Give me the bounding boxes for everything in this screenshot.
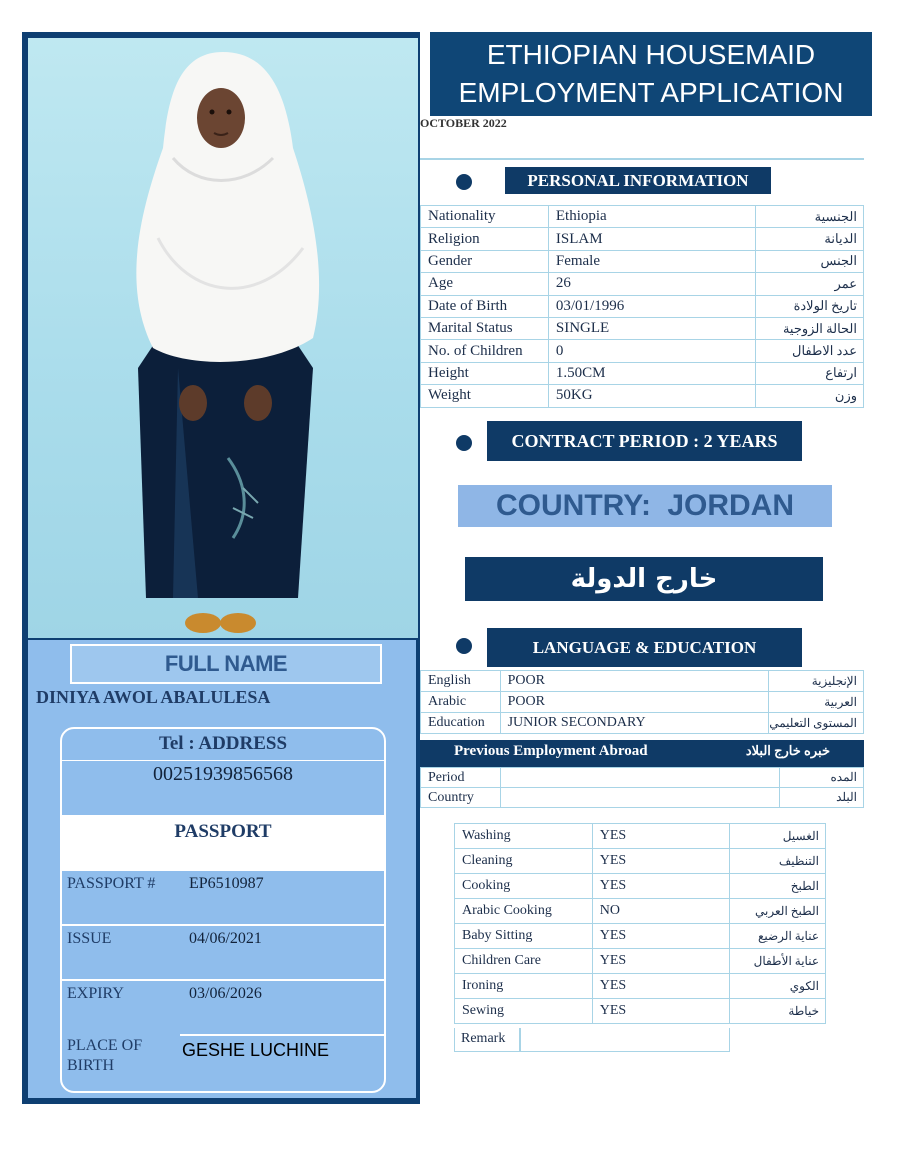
row-label-ar: عناية الأطفال bbox=[730, 949, 826, 974]
applicant-photo bbox=[28, 38, 418, 638]
row-label: Date of Birth bbox=[421, 295, 549, 317]
personal-row bbox=[421, 385, 864, 407]
bullet-icon bbox=[456, 435, 472, 451]
divider bbox=[62, 924, 384, 926]
row-label: Religion bbox=[421, 228, 549, 250]
row-label-ar: الكوي bbox=[730, 974, 826, 999]
row-value: Female bbox=[548, 250, 755, 272]
row-label: Ironing bbox=[455, 974, 593, 999]
row-label: Washing bbox=[455, 824, 593, 849]
row-value: JUNIOR SECONDARY bbox=[500, 713, 769, 734]
row-label-ar: المستوى التعليمي bbox=[769, 713, 864, 734]
row-label: Height bbox=[421, 362, 549, 384]
divider bbox=[519, 1028, 521, 1052]
full-name: DINIYA AWOL ABALULESA bbox=[36, 687, 271, 707]
issue-label: ISSUE bbox=[67, 930, 112, 947]
row-value: POOR bbox=[500, 671, 769, 692]
full-name-label: FULL NAME bbox=[164, 651, 288, 676]
title-line-2: EMPLOYMENT APPLICATION bbox=[458, 77, 844, 108]
skill-row bbox=[455, 974, 826, 999]
application-date: OCTOBER 2022 bbox=[420, 116, 507, 130]
personal-info-title: PERSONAL INFORMATION bbox=[505, 167, 771, 194]
row-value: YES bbox=[592, 874, 729, 899]
row-value: SINGLE bbox=[548, 317, 755, 339]
personal-row bbox=[421, 295, 864, 317]
language-row bbox=[421, 671, 864, 692]
row-value: YES bbox=[592, 974, 729, 999]
personal-row bbox=[421, 228, 864, 250]
row-value: YES bbox=[592, 949, 729, 974]
issue-date: 04/06/2021 bbox=[189, 930, 262, 947]
skill-row bbox=[455, 899, 826, 924]
skill-row bbox=[455, 849, 826, 874]
row-value bbox=[500, 768, 779, 788]
birthplace-label-line1: PLACE OF bbox=[67, 1037, 143, 1054]
row-label-ar: البلد bbox=[780, 788, 864, 808]
row-label-ar: الغسيل bbox=[730, 824, 826, 849]
personal-row bbox=[421, 206, 864, 228]
row-label: Education bbox=[421, 713, 501, 734]
language-row bbox=[421, 692, 864, 713]
passport-number: EP6510987 bbox=[189, 875, 264, 892]
row-value: 03/01/1996 bbox=[548, 295, 755, 317]
personal-row bbox=[421, 273, 864, 295]
row-value: 0 bbox=[548, 340, 755, 362]
row-value: POOR bbox=[500, 692, 769, 713]
bullet-icon bbox=[456, 174, 472, 190]
previous-employment-title: Previous Employment Abroad bbox=[454, 743, 648, 759]
country-box: COUNTRY: JORDAN bbox=[458, 485, 832, 527]
skills-table bbox=[454, 823, 826, 1024]
full-name-label-box bbox=[70, 644, 382, 684]
row-label-ar: الطبخ العربي bbox=[730, 899, 826, 924]
row-label: No. of Children bbox=[421, 340, 549, 362]
tel-address-label: Tel : ADDRESS bbox=[158, 733, 288, 754]
row-label: Nationality bbox=[421, 206, 549, 228]
row-label: Weight bbox=[421, 385, 549, 407]
skill-row bbox=[455, 999, 826, 1024]
previous-employment-table bbox=[420, 767, 864, 808]
language-row bbox=[421, 713, 864, 734]
row-label-ar: الإنجليزية bbox=[769, 671, 864, 692]
row-label: Baby Sitting bbox=[455, 924, 593, 949]
row-label: Age bbox=[421, 273, 549, 295]
birthplace: GESHE LUCHINE bbox=[182, 1040, 330, 1060]
language-education-table bbox=[420, 670, 864, 734]
row-label: Marital Status bbox=[421, 317, 549, 339]
row-value: YES bbox=[592, 924, 729, 949]
divider bbox=[420, 158, 864, 160]
row-label-ar: عمر bbox=[756, 273, 864, 295]
row-label-ar: الطبخ bbox=[730, 874, 826, 899]
row-label-ar: خياطة bbox=[730, 999, 826, 1024]
row-label-ar: العربية bbox=[769, 692, 864, 713]
row-label-ar: تاريخ الولادة bbox=[756, 295, 864, 317]
row-label: English bbox=[421, 671, 501, 692]
row-label-ar: المده bbox=[780, 768, 864, 788]
previous-row bbox=[421, 768, 864, 788]
row-value: 50KG bbox=[548, 385, 755, 407]
row-value bbox=[500, 788, 779, 808]
previous-employment-header bbox=[420, 740, 864, 767]
row-label-ar: الحالة الزوجية bbox=[756, 317, 864, 339]
row-value: 1.50CM bbox=[548, 362, 755, 384]
row-label: Gender bbox=[421, 250, 549, 272]
remark-row bbox=[454, 1028, 730, 1052]
row-label-ar: التنظيف bbox=[730, 849, 826, 874]
page-title bbox=[430, 32, 872, 116]
contract-period-title: CONTRACT PERIOD : 2 YEARS bbox=[487, 421, 802, 461]
personal-info-table bbox=[420, 205, 864, 408]
skill-row bbox=[455, 874, 826, 899]
bullet-icon bbox=[456, 638, 472, 654]
row-value: ISLAM bbox=[548, 228, 755, 250]
personal-row bbox=[421, 250, 864, 272]
row-label: Cooking bbox=[455, 874, 593, 899]
row-label: Country bbox=[421, 788, 501, 808]
tel-number: 00251939856568 bbox=[153, 763, 293, 785]
row-label: Sewing bbox=[455, 999, 593, 1024]
row-value: NO bbox=[592, 899, 729, 924]
row-label-ar: الجنسية bbox=[756, 206, 864, 228]
row-value: YES bbox=[592, 999, 729, 1024]
abroad-label: خارج الدولة bbox=[465, 557, 823, 601]
personal-row bbox=[421, 362, 864, 384]
skill-row bbox=[455, 824, 826, 849]
remark-label: Remark bbox=[461, 1031, 506, 1046]
row-label-ar: عناية الرضيع bbox=[730, 924, 826, 949]
row-value: Ethiopia bbox=[548, 206, 755, 228]
contact-passport-card bbox=[60, 727, 386, 1093]
row-label: Cleaning bbox=[455, 849, 593, 874]
passport-title: PASSPORT bbox=[174, 821, 272, 842]
row-value: YES bbox=[592, 824, 729, 849]
skill-row bbox=[455, 924, 826, 949]
row-label-ar: وزن bbox=[756, 385, 864, 407]
skill-row bbox=[455, 949, 826, 974]
row-label: Children Care bbox=[455, 949, 593, 974]
row-value: 26 bbox=[548, 273, 755, 295]
birthplace-label-line2: BIRTH bbox=[67, 1057, 115, 1074]
row-label-ar: الجنس bbox=[756, 250, 864, 272]
previous-row bbox=[421, 788, 864, 808]
previous-employment-title-ar: خبره خارج البلاد bbox=[745, 743, 830, 758]
passport-number-label: PASSPORT # bbox=[67, 875, 156, 892]
row-label-ar: الديانة bbox=[756, 228, 864, 250]
applicant-figure bbox=[28, 38, 418, 638]
row-label-ar: عدد الاطفال bbox=[756, 340, 864, 362]
expiry-label: EXPIRY bbox=[67, 985, 124, 1002]
personal-row bbox=[421, 317, 864, 339]
personal-row bbox=[421, 340, 864, 362]
row-value: YES bbox=[592, 849, 729, 874]
divider bbox=[180, 1034, 384, 1036]
divider bbox=[62, 979, 384, 981]
row-label: Arabic Cooking bbox=[455, 899, 593, 924]
expiry-date: 03/06/2026 bbox=[189, 985, 262, 1002]
row-label-ar: ارتفاع bbox=[756, 362, 864, 384]
language-education-title: LANGUAGE & EDUCATION bbox=[487, 628, 802, 667]
divider bbox=[62, 760, 384, 761]
row-label: Period bbox=[421, 768, 501, 788]
title-line-1: ETHIOPIAN HOUSEMAID bbox=[486, 39, 816, 70]
row-label: Arabic bbox=[421, 692, 501, 713]
